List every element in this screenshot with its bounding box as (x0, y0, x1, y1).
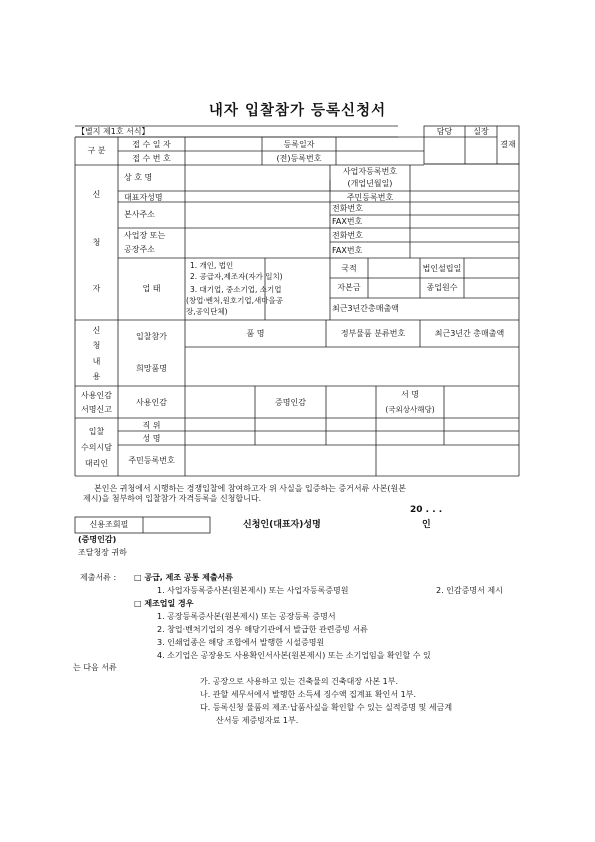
agent-resident-no-label: 주민등록번호 (128, 456, 175, 465)
fax-label: FAX번호 (332, 217, 363, 226)
nationality-label: 국적 (341, 264, 357, 273)
desired-item-label: 희망품명 (136, 364, 167, 373)
docs-sub-item-2: 나. 관할 세무서에서 발행한 소득세 징수액 집계표 확인서 1부. (200, 690, 416, 699)
resident-no-label: 주민등록번호 (346, 193, 394, 202)
bid-item-label: 입찰참가 (136, 332, 167, 341)
cert-seal-label: 증명인감 (275, 398, 306, 407)
docs-sec2-item-3: 3. 인쇄업종은 해당 조합에서 발행한 시설증명원 (157, 638, 325, 647)
docs-sec2-heading: □ 제조업일 경우 (134, 599, 194, 608)
applicant-sign-label: 신청인(대표자)성명 (243, 520, 321, 530)
approval-label: 결재 (500, 140, 516, 149)
cert-seal-note: (증명인감) (78, 535, 117, 544)
applicant-side-2: 청 (92, 238, 101, 247)
class-no-header: 정부물품 분류번호 (340, 329, 406, 338)
sales3y-header: 최근3년간 총매출액 (434, 329, 505, 338)
seal-mark: 인 (422, 520, 431, 530)
signature-label: 서 명 (401, 390, 419, 399)
fax2-label: FAX번호 (332, 246, 363, 255)
approval-chief-label: 실장 (473, 127, 489, 136)
docs-sec2-item-2: 2. 창업·벤처기업의 경우 해당기관에서 발급한 관련증빙 서류 (157, 625, 368, 634)
biz-type-opt-5: 장,공익단체) (186, 307, 228, 316)
biz-reg-no-sub: (개업년월일) (347, 179, 393, 188)
use-seal-label: 사용인감 (136, 398, 167, 407)
employees-label: 종업원수 (426, 283, 458, 292)
request-side-4: 용 (92, 372, 101, 381)
signature-sub: (국외상사해당) (385, 405, 435, 414)
company-label: 상 호 명 (124, 173, 153, 182)
division-label: 구 분 (87, 146, 106, 155)
docs-label: 제출서류 : (80, 573, 117, 582)
applicant-side-3: 자 (92, 284, 101, 293)
biz-type-opt-4: (창업·벤처,원호기업,새마을공 (186, 296, 284, 305)
agent-side-1: 입찰 (88, 427, 105, 436)
docs-sec1-heading: □ 공급, 제조 공통 제출서류 (134, 573, 234, 582)
phone-label: 전화번호 (332, 204, 363, 213)
capital-label: 자본금 (337, 283, 361, 292)
agent-name-label: 성 명 (142, 434, 161, 443)
docs-sub-item-3: 다. 등록신청 물품의 제조·납품사실을 확인할 수 있는 실적증명 및 세금계 (200, 703, 453, 712)
docs-sec2-item-4: 4. 소기업은 공장용도 사용확인서사본(원본제시) 또는 소기업임을 확인할 수 있 (157, 651, 431, 660)
agent-position-label: 직 위 (142, 421, 161, 430)
receipt-date-label: 접 수 일 자 (132, 140, 171, 149)
phone2-label: 전화번호 (332, 231, 363, 240)
date-line: 20 . . . (410, 505, 443, 515)
applicant-side-1: 신 (92, 190, 101, 199)
form-number: 【별지 제1호 서식】 (77, 127, 150, 136)
docs-sec2-cont: 는 다음 서류 (73, 663, 117, 672)
corp-date-label: 법인설립일 (422, 264, 462, 273)
request-side-3: 내 (92, 357, 101, 366)
declaration-line-1: 본인은 귀청에서 시행하는 경쟁입찰에 참여하고자 위 사실을 입증하는 증거서류 사본(원본 (94, 484, 406, 493)
site-addr-label-2: 공장주소 (124, 245, 155, 254)
seal-side-1: 사용인감 (81, 391, 112, 400)
agent-side-3: 대리인 (84, 459, 109, 468)
docs-sec1-item-1: 1. 사업자등록증사본(원본제시) 또는 사업자등록증명원 (157, 586, 349, 595)
sales3y-label: 최근3년간총매출액 (332, 304, 399, 313)
site-addr-label-1: 사업장 또는 (124, 231, 166, 240)
declaration-line-2: 제시)을 첨부하여 입찰참가 자격등록을 신청합니다. (83, 494, 262, 503)
biz-type-opt-2: 2. 공급자,제조자(자가 일치) (190, 272, 283, 281)
agent-side-2: 수의시담 (81, 443, 112, 452)
credit-check-label: 신용조회필 (89, 520, 129, 529)
page-title: 내자 입찰참가 등록신청서 (208, 103, 387, 119)
docs-sec1-item-2: 2. 인감증명서 제시 (436, 586, 503, 595)
reg-date-label: 등록일자 (283, 140, 315, 149)
biz-type-opt-3: 3. 대기업, 중소기업, 소기업 (190, 285, 282, 294)
seal-side-2: 서명신고 (81, 405, 112, 414)
prev-reg-no-label: (전)등록번호 (276, 154, 322, 163)
receipt-no-label: 접 수 번 호 (132, 154, 171, 163)
request-side-2: 청 (92, 341, 101, 350)
approval-charge-label: 담당 (436, 127, 453, 136)
rep-name-label: 대표자성명 (124, 193, 163, 202)
hq-addr-label: 본사주소 (124, 210, 155, 219)
docs-sub-item-1: 가. 공장으로 사용하고 있는 건축물의 건축대장 사본 1부. (200, 677, 398, 686)
item-name-header: 품 명 (246, 329, 265, 338)
docs-sub-item-4: 산서등 제증빙자료 1부. (216, 716, 299, 725)
biz-type-opt-1: 1. 개인, 법인 (190, 261, 234, 270)
request-side-1: 신 (92, 326, 101, 335)
docs-sec2-item-1: 1. 공장등록증사본(원본제시) 또는 공장등록 증명서 (157, 612, 336, 621)
recipient: 조달청장 귀하 (78, 548, 127, 557)
biz-reg-no-label: 사업자등록번호 (342, 167, 398, 176)
biz-type-label: 업 태 (142, 284, 161, 293)
